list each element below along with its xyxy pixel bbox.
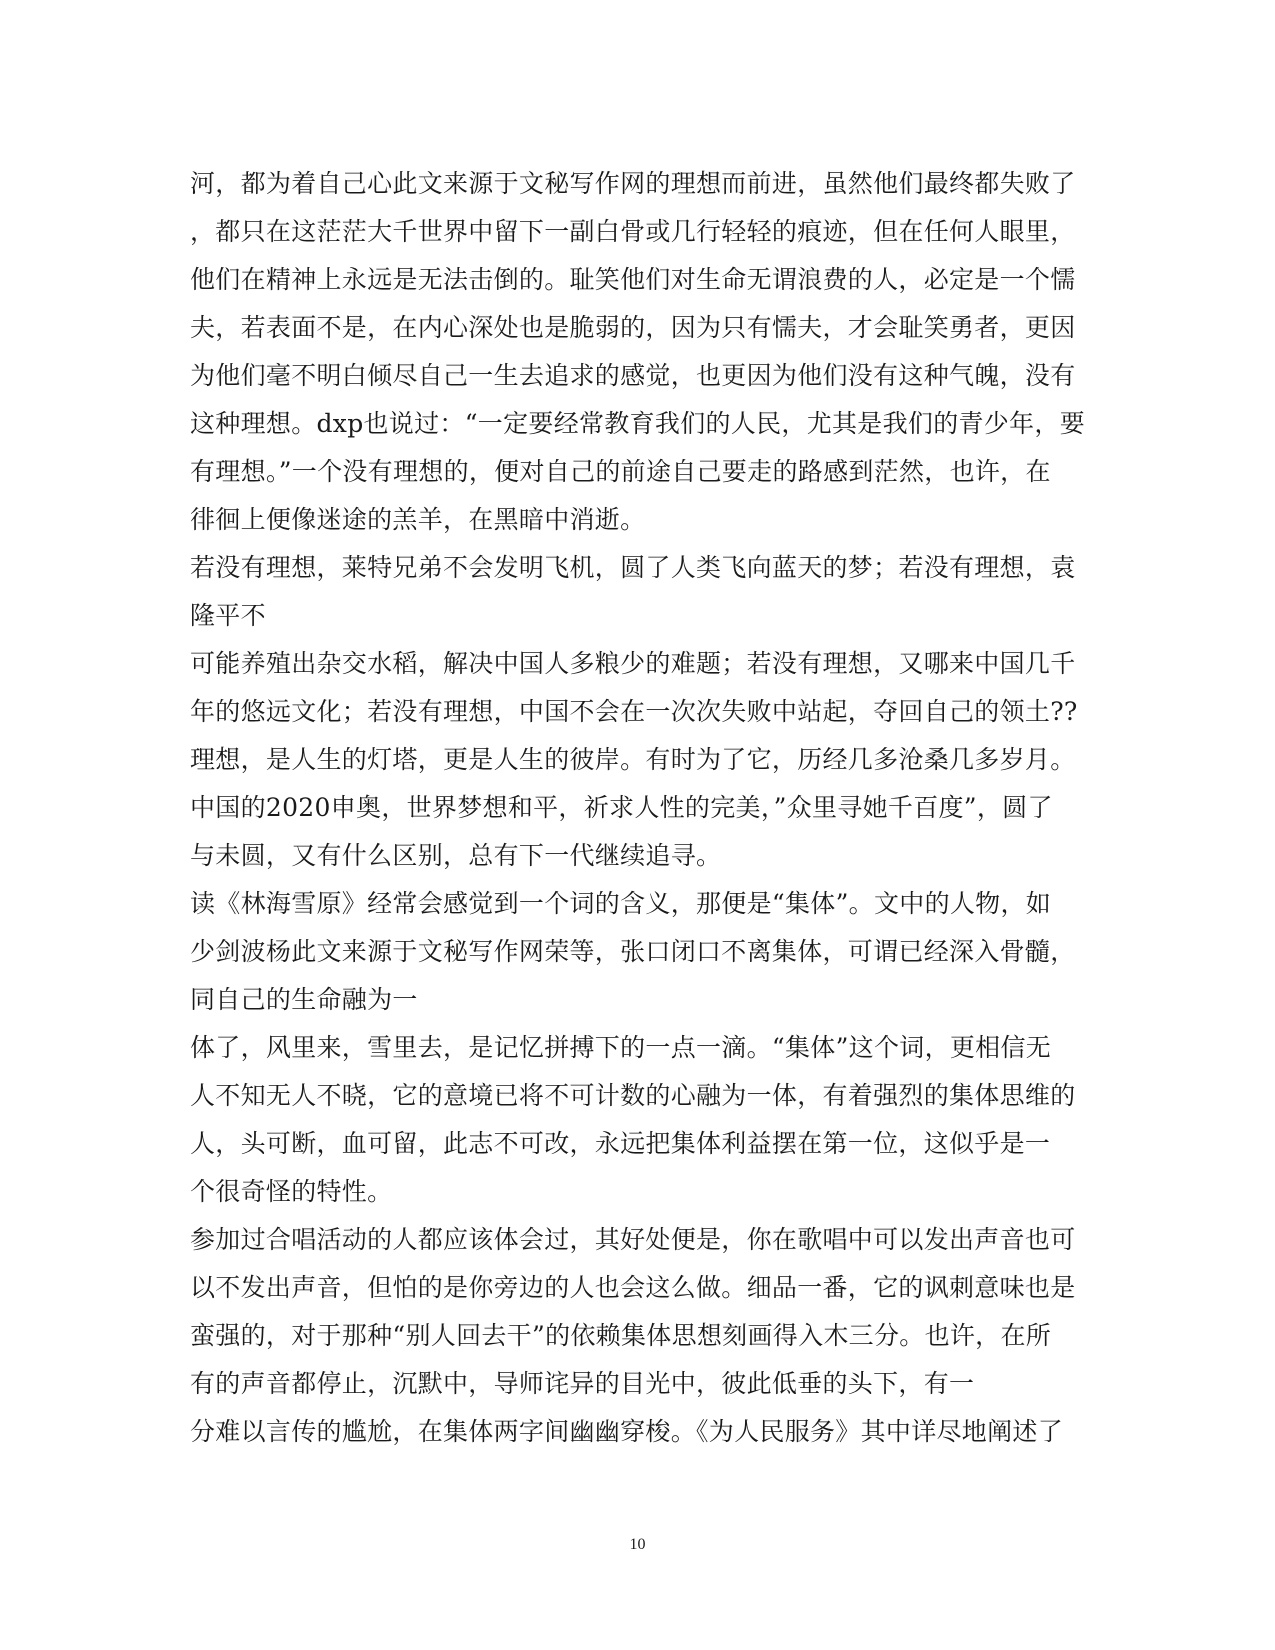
text-line: 人不知无人不晓，它的意境已将不可计数的心融为一体，有着强烈的集体思维的 — [190, 1081, 1076, 1110]
text-line: 年的悠远文化；若没有理想，中国不会在一次次失败中站起，夺回自己的领土?? — [190, 697, 1078, 726]
text-line: 中国的2020申奥，世界梦想和平，祈求人性的完美，”众里寻她千百度”，圆了 — [190, 793, 1053, 822]
text-line: 为他们毫不明白倾尽自己一生去追求的感觉，也更因为他们没有这种气魄，没有 — [190, 361, 1076, 390]
text-line: 读《林海雪原》经常会感觉到一个词的含义，那便是“集体”。文中的人物，如 — [190, 889, 1052, 918]
text-line: 理想，是人生的灯塔，更是人生的彼岸。有时为了它，历经几多沧桑几多岁月。 — [190, 745, 1076, 774]
text-line: 个很奇怪的特性。 — [190, 1177, 393, 1206]
text-line: 有的声音都停止，沉默中，导师诧异的目光中，彼此低垂的头下，有一 — [190, 1369, 975, 1398]
text-line: 分难以言传的尴尬，在集体两字间幽幽穿梭。《为人民服务》其中详尽地阐述了 — [190, 1417, 1064, 1446]
text-line: ，都只在这茫茫大千世界中留下一副白骨或几行轻轻的痕迹，但在任何人眼里， — [190, 217, 1076, 246]
page-number: 10 — [629, 1536, 646, 1553]
text-line: 可能养殖出杂交水稻，解决中国人多粮少的难题；若没有理想，又哪来中国几千 — [190, 649, 1076, 678]
text-line: 隆平不 — [190, 601, 266, 630]
text-line: 以不发出声音，但怕的是你旁边的人也会这么做。细品一番，它的讽刺意味也是 — [190, 1273, 1076, 1302]
text-line: 徘徊上便像迷途的羔羊，在黑暗中消逝。 — [190, 505, 646, 534]
text-line: 有理想。”一个没有理想的，便对自己的前途自己要走的路感到茫然，也许，在 — [190, 457, 1051, 486]
text-line: 河，都为着自己心此文来源于文秘写作网的理想而前进，虽然他们最终都失败了 — [190, 169, 1076, 198]
text-line: 他们在精神上永远是无法击倒的。耻笑他们对生命无谓浪费的人，必定是一个懦 — [190, 265, 1076, 294]
text-line: 人，头可断，血可留，此志不可改，永远把集体利益摆在第一位，这似乎是一 — [190, 1129, 1051, 1158]
body-text — [190, 160, 1090, 1456]
text-line: 若没有理想，莱特兄弟不会发明飞机，圆了人类飞向蓝天的梦；若没有理想，袁 — [190, 553, 1076, 582]
text-line: 夫，若表面不是，在内心深处也是脆弱的，因为只有懦夫，才会耻笑勇者，更因 — [190, 313, 1076, 342]
text-line: 蛮强的，对于那种“别人回去干”的依赖集体思想刻画得入木三分。也许，在所 — [190, 1321, 1052, 1350]
text-line: 同自己的生命融为一 — [190, 985, 418, 1014]
text-line: 这种理想。dxp也说过：“一定要经常教育我们的人民，尤其是我们的青少年，要 — [190, 409, 1085, 438]
text-line: 参加过合唱活动的人都应该体会过，其好处便是，你在歌唱中可以发出声音也可 — [190, 1225, 1076, 1254]
text-line: 少剑波杨此文来源于文秘写作网荣等，张口闭口不离集体，可谓已经深入骨髓， — [190, 937, 1076, 966]
text-line: 与未圆，又有什么区别，总有下一代继续追寻。 — [190, 841, 722, 870]
text-line: 体了，风里来，雪里去，是记忆拼搏下的一点一滴。“集体”这个词，更相信无 — [190, 1033, 1052, 1062]
